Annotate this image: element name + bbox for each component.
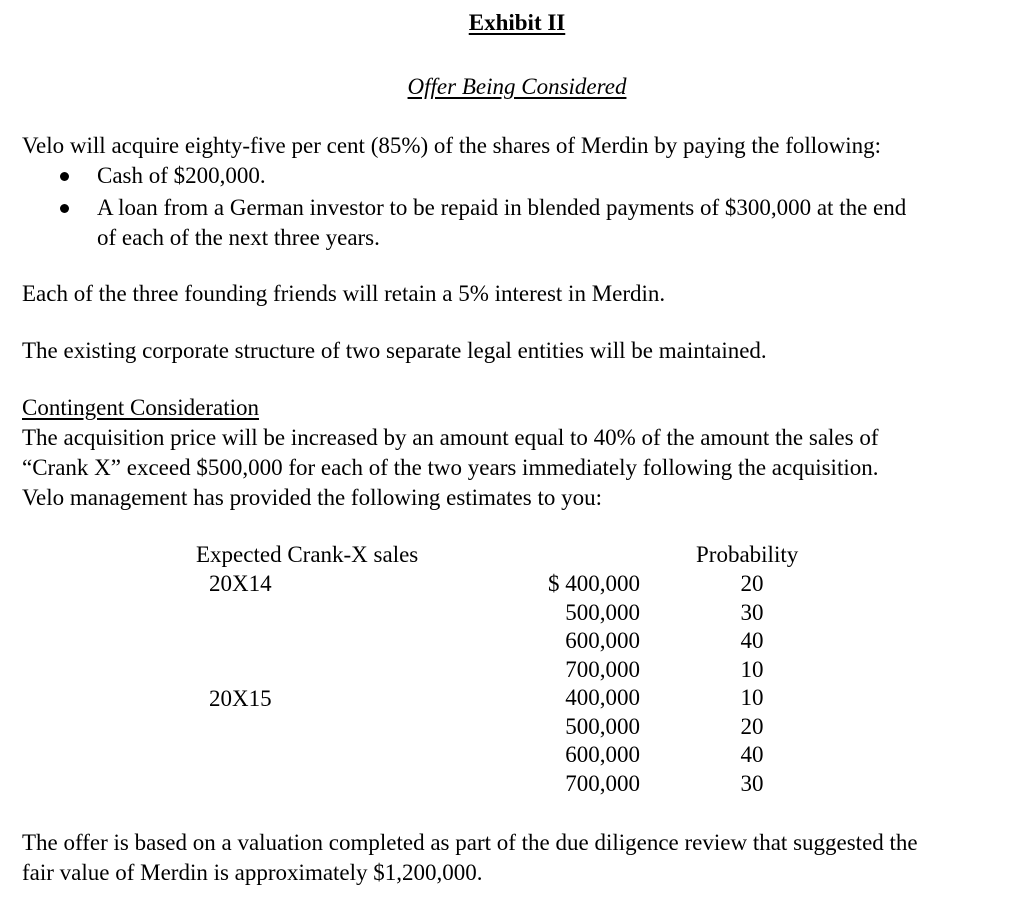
table-cell-amount: 500,000	[565, 713, 640, 739]
header-sales: Expected Crank-X sales	[196, 542, 419, 567]
contingent-line: Velo management has provided the following estimates to you:	[22, 485, 602, 510]
table-cell-amount: 600,000	[565, 742, 640, 767]
bullet-text-continued: of each of the next three years.	[97, 225, 380, 250]
table-cell-amount: 600,000	[565, 628, 640, 653]
contingent-heading: Contingent Consideration	[22, 395, 260, 420]
table-cell-probability: 30	[740, 770, 764, 796]
table-cell-probability: 10	[740, 685, 764, 710]
intro-paragraph: Velo will acquire eighty-five per cent (85%) of the shares of Merdin by paying the following:	[22, 133, 882, 158]
list-item	[22, 161, 906, 191]
bullet-icon	[60, 172, 69, 181]
bullet-text: Cash of $200,000.	[97, 163, 266, 188]
table-cell-amount: 500,000	[565, 599, 640, 625]
offer-heading: Offer Being Considered	[407, 74, 627, 99]
table-cell-amount: 700,000	[565, 656, 640, 682]
list-item	[22, 193, 906, 253]
closing-line: The offer is based on a valuation completed as part of the due diligence review that suggested the	[22, 830, 918, 855]
table-cell-probability: 20	[740, 713, 764, 739]
founders-paragraph: Each of the three founding friends will retain a 5% interest in Merdin.	[22, 281, 666, 306]
table-cell-amount: 700,000	[565, 770, 640, 796]
table-cell-probability: 20	[740, 571, 764, 596]
bullet-text: A loan from a German investor to be repaid in blended payments of $300,000 at the end	[97, 195, 907, 220]
table-cell-probability: 10	[740, 656, 764, 682]
header-probability: Probability	[696, 542, 799, 567]
probability-column	[696, 570, 808, 798]
payment-list	[22, 161, 906, 253]
exhibit-title: Exhibit II	[468, 10, 566, 35]
contingent-section	[22, 393, 879, 513]
bullet-icon	[60, 204, 69, 213]
contingent-line: “Crank X” exceed $500,000 for each of the two years immediately following the acquisition.	[22, 455, 879, 480]
closing-paragraph	[22, 828, 918, 888]
structure-paragraph: The existing corporate structure of two separate legal entities will be maintained.	[22, 338, 767, 363]
year-label: 20X14	[209, 571, 272, 596]
table-cell-probability: 40	[740, 742, 764, 767]
closing-line: fair value of Merdin is approximately $1,200,000.	[22, 860, 483, 885]
year-label: 20X15	[209, 686, 272, 711]
table-cell-probability: 30	[740, 599, 764, 625]
table-cell-amount: $ 400,000	[548, 571, 640, 596]
table-cell-amount: 400,000	[565, 685, 640, 710]
table-cell-probability: 40	[740, 628, 764, 653]
contingent-line: The acquisition price will be increased by an amount equal to 40% of the amount the sales of	[22, 425, 879, 450]
amount-column	[540, 570, 640, 798]
